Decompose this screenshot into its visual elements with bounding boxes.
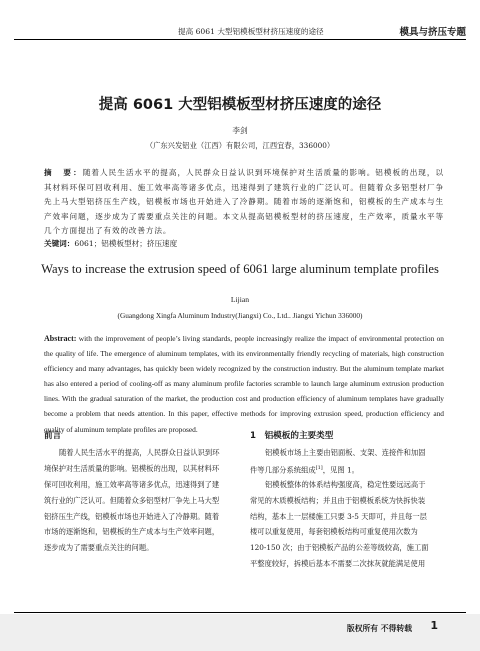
abstract-text-cn: 随着人民生活水平的提高，人民群众日益认识到环境保护对生活质量的影响。铝模板的出现，以其材料环保可回收利用、施工效率高等诸多优点，迅速得到了建筑行业的广泛认可。但随着众多铝型材厂争先上马大型铝挤压生产线，铝模板市场也开始进入了冷静期。随着市场的逐渐饱和，铝模板的生产成本与生产效率问题，逐步成为了需要重点关注的问题。本文从提高铝模板型材的挤压速度，生产效率，质量水平等几个方面提出了有效的改善方法。 — [44, 168, 445, 236]
section-heading-1: 1 铝模板的主要类型 — [250, 431, 334, 441]
body-line: 平整度较好，拆模后基本不需要二次抹灰就能满足使用 — [250, 559, 426, 569]
body-line: 铝挤压生产线，铝模板市场也开始进入了冷静期。随着 — [44, 511, 220, 521]
abstract-label-cn: 摘 要： — [44, 168, 83, 177]
body-line-tail: ，见图 1。 — [322, 465, 359, 475]
affiliation-en: (Guangdong Xingfa Aluminum Industry(Jiangxi) Co., Ltd.. Jiangxi Yichun 336000) — [117, 311, 363, 320]
author-en: Lijian — [230, 295, 250, 304]
reference-mark[interactable]: [1] — [315, 464, 323, 471]
copyright-notice: 版权所有 不得转载 — [346, 624, 412, 633]
abstract-en — [44, 331, 444, 437]
running-title: 提高 6061 大型铝模板型材挤压速度的途径 — [178, 27, 324, 36]
body-line: 常见的木质模板结构；并且由于铝模板系统为快拆快装 — [250, 495, 426, 505]
abstract-text-en: with the improvement of people’s living standards, people increasingly realize the impact of environmental protection on the quality of life. The emergence of aluminum templates, with its environmentally friendly recycling of materials, high construction efficiency and many advantages, has quickly been widely recognized by the construction industry. But the aluminum template market has also entered a period of cooling-off as many aluminum profile factories scramble to launch large aluminum extrusion production lines. With the gradual saturation of the market, the production cost and production efficiency of aluminum templates have gradually become a problem that needs attention. In this paper, effective methods for improving extrusion speed, production efficiency and quality of aluminum template profiles are proposed. — [44, 334, 444, 434]
body-line-text: 件等几部分系统组成 — [250, 465, 316, 475]
body-line: 楼可以重复使用，每套铝模板结构可重复使用次数为 — [250, 527, 418, 537]
paper-title-en: Ways to increase the extrusion speed of 6061 large aluminum template profiles — [41, 262, 439, 276]
footer-rule — [14, 612, 466, 613]
body-line: 铝模板整体的体系结构强度高，稳定性要远远高于 — [265, 479, 426, 489]
body-line: 保可回收利用，施工效率高等诸多优点，迅速得到了建 — [44, 479, 220, 489]
abstract-cn — [44, 166, 444, 239]
body-line: 铝模板市场上主要由铝面板、支架、连接件和加固 — [265, 448, 426, 457]
page-number: 1 — [430, 619, 438, 632]
body-column-right — [250, 427, 440, 572]
section-heading-preface: 前言 — [44, 431, 62, 441]
body-line: 筑行业的广泛认可。但随着众多铝型材厂争先上马大型 — [44, 495, 220, 505]
section-label: 模具与挤压专题 — [399, 27, 466, 38]
paper-title-cn: 提高 6061 大型铝模板型材挤压速度的途径 — [98, 97, 382, 113]
body-column-left — [44, 427, 234, 556]
page-header — [0, 0, 480, 38]
body-line: 结构，基本上一层楼施工只要 3-5 天即可，并且每一层 — [250, 511, 427, 521]
body-line: 120-150 次；由于铝模板产品的公差等级较高，施工面 — [250, 543, 429, 553]
header-rule — [14, 39, 466, 40]
body-line: 市场的逐渐饱和，铝模板的生产成本与生产效率问题， — [44, 527, 220, 537]
body-line — [250, 461, 440, 477]
abstract-label-en: Abstract: — [44, 334, 77, 343]
keywords-text-cn: 6061；铝模板型材；挤压速度 — [74, 239, 178, 248]
body-line: 境保护对生活质量的影响。铝模板的出现，以其材料环 — [44, 463, 220, 473]
keywords-cn — [44, 238, 444, 249]
author-cn: 李剑 — [232, 126, 248, 135]
keywords-label-cn: 关键词： — [44, 239, 75, 248]
body-line: 逐步成为了需要重点关注的问题。 — [44, 543, 154, 553]
body-line: 随着人民生活水平的提高，人民群众日益认识到环 — [59, 448, 220, 457]
affiliation-cn: （广东兴发铝业（江西）有限公司，江西宜春，336000） — [145, 141, 335, 150]
